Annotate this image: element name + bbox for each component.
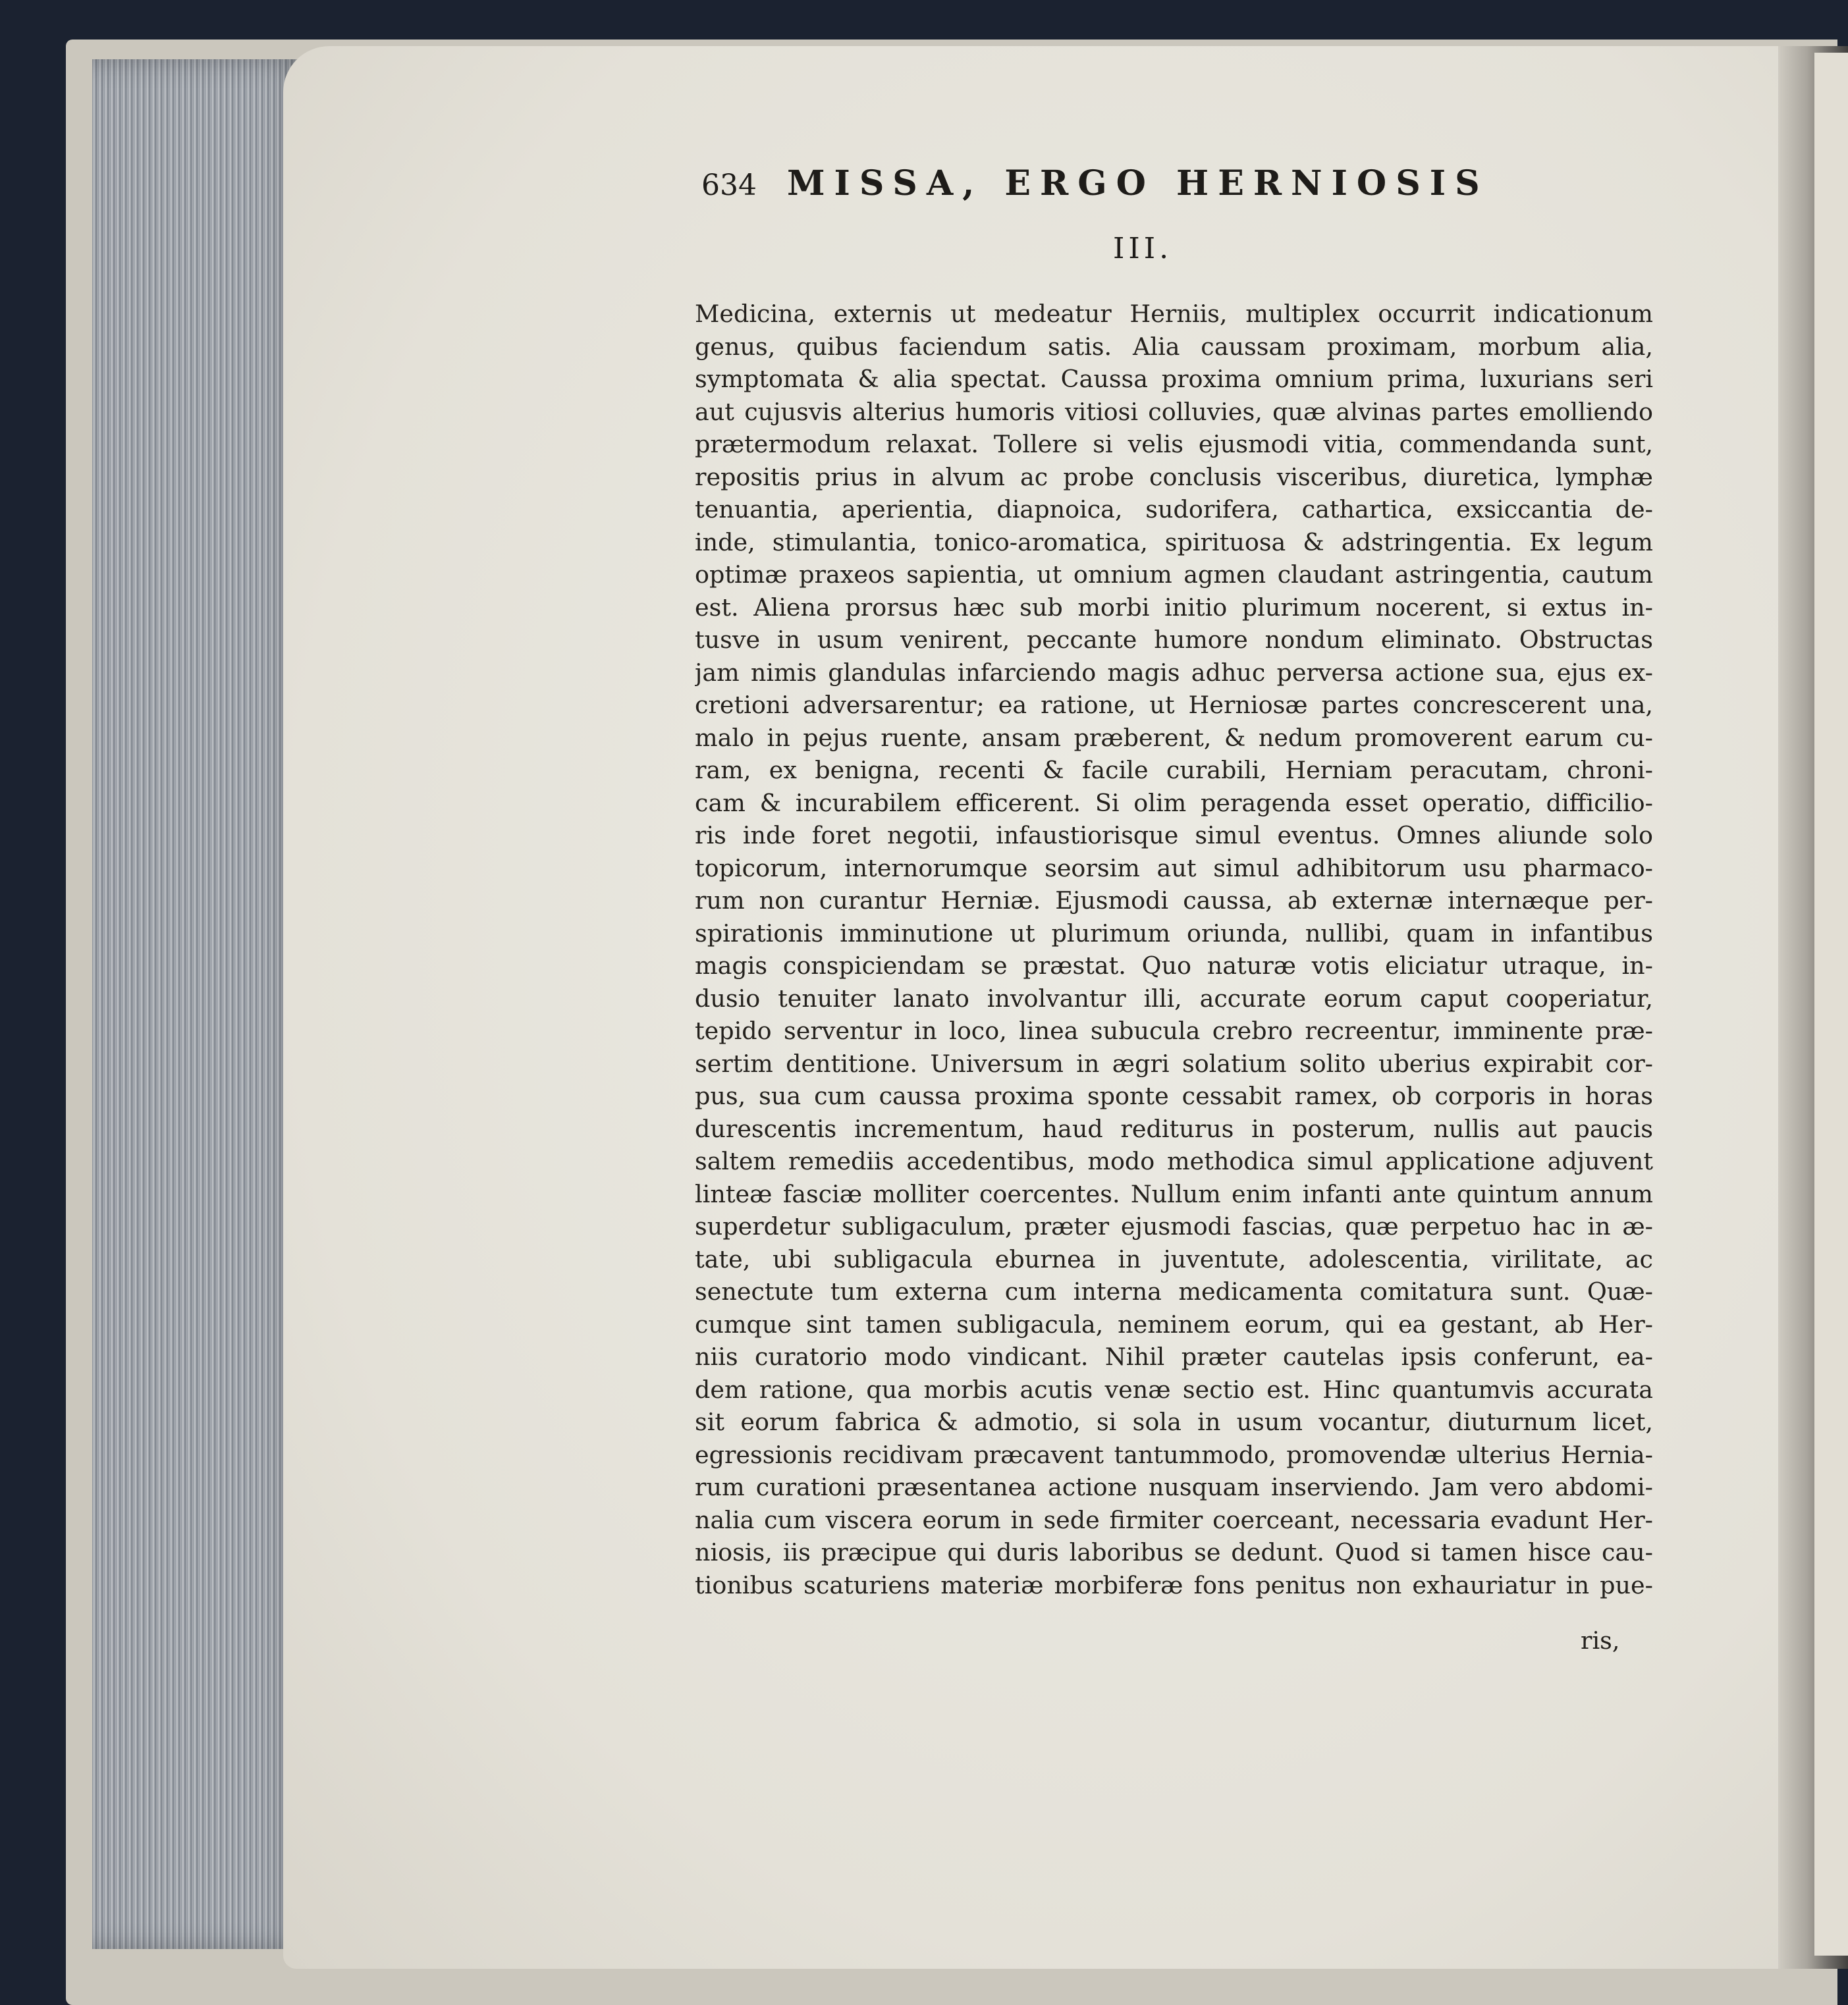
text-line: cumque sint tamen subligacula, neminem eorum, qui ea gestant, ab Her- [695, 1310, 1653, 1339]
text-line: sit eorum fabrica & admotio, si sola in usum vocantur, diuturnum licet, [695, 1408, 1653, 1436]
page-number: 634 [701, 169, 757, 202]
text-line: topicorum, internorumque seorsim aut simul adhibitorum usu pharmaco- [695, 853, 1653, 882]
text-line: pus, sua cum caussa proxima sponte cessabit ramex, ob corporis in horas [695, 1082, 1653, 1110]
text-line: ris inde foret negotii, infaustiorisque simul eventus. Omnes aliunde solo [695, 821, 1653, 849]
catchword: ris, [1581, 1626, 1620, 1655]
text-line: spirationis imminutione ut plurimum oriunda, nullibi, quam in infantibus [695, 919, 1653, 948]
text-line: malo in pejus ruente, ansam præberent, & nedum promoverent earum cu- [695, 723, 1653, 752]
text-line: symptomata & alia spectat. Caussa proxima omnium prima, luxurians seri [695, 365, 1653, 393]
text-line: ram, ex benigna, recenti & facile curabili, Herniam peracutam, chroni- [695, 756, 1653, 784]
text-line: niosis, iis præcipue qui duris laboribus se dedunt. Quod si tamen hisce cau- [695, 1538, 1653, 1566]
text-line: cam & incurabilem efficerent. Si olim peragenda esset operatio, difficilio- [695, 788, 1653, 817]
text-line: aut cujusvis alterius humoris vitiosi colluvies, quæ alvinas partes emolliendo [695, 397, 1653, 426]
text-line: tusve in usum venirent, peccante humore nondum eliminato. Obstructas [695, 626, 1653, 654]
text-line: niis curatorio modo vindicant. Nihil præter cautelas ipsis conferunt, ea- [695, 1343, 1653, 1371]
text-line: dem ratione, qua morbis acutis venæ sectio est. Hinc quantumvis accurata [695, 1375, 1653, 1404]
text-line: tenuantia, aperientia, diapnoica, sudorifera, cathartica, exsiccantia de- [695, 495, 1653, 523]
section-number: III. [1113, 232, 1173, 265]
text-line: repositis prius in alvum ac probe conclusis visceribus, diuretica, lymphæ [695, 462, 1653, 491]
text-line: linteæ fasciæ molliter coercentes. Nullum enim infanti ante quintum annum [695, 1179, 1653, 1208]
text-line: Medicina, externis ut medeatur Herniis, multiplex occurrit indicationum [695, 300, 1653, 328]
text-line: cretioni adversarentur; ea ratione, ut Herniosæ partes concrescerent una, [695, 691, 1653, 719]
text-line: tate, ubi subligacula eburnea in juventute, adolescentia, virilitate, ac [695, 1244, 1653, 1273]
text-line: senectute tum externa cum interna medicamenta comitatura sunt. Quæ- [695, 1277, 1653, 1306]
text-line: rum non curantur Herniæ. Ejusmodi caussa, ab externæ internæque per- [695, 886, 1653, 915]
body-text [695, 298, 1653, 1601]
text-line: saltem remediis accedentibus, modo methodica simul applicatione adjuvent [695, 1147, 1653, 1175]
text-line: est. Aliena prorsus hæc sub morbi initio plurimum nocerent, si extus in- [695, 593, 1653, 622]
text-line: dusio tenuiter lanato involvantur illi, accurate eorum caput cooperiatur, [695, 984, 1653, 1013]
facing-page-edge [1814, 53, 1848, 1956]
running-head: MISSA, ERGO HERNIOSIS [787, 163, 1489, 203]
text-line: durescentis incrementum, haud rediturus in posterum, nullis aut paucis [695, 1114, 1653, 1143]
text-line: prætermodum relaxat. Tollere si velis ejusmodi vitia, commendanda sunt, [695, 430, 1653, 458]
text-line: egressionis recidivam præcavent tantummodo, promovendæ ulterius Hernia- [695, 1440, 1653, 1469]
text-line: nalia cum viscera eorum in sede firmiter coerceant, necessaria evadunt Her- [695, 1505, 1653, 1534]
page-header [701, 163, 1535, 209]
text-line: tepido serventur in loco, linea subucula crebro recreentur, imminente præ- [695, 1017, 1653, 1045]
text-line: inde, stimulantia, tonico-aromatica, spirituosa & adstringentia. Ex legum [695, 527, 1653, 556]
text-line: superdetur subligaculum, præter ejusmodi fascias, quæ perpetuo hac in æ- [695, 1212, 1653, 1241]
text-line: tionibus scaturiens materiæ morbiferæ fons penitus non exhauriatur in pue- [695, 1570, 1653, 1599]
page-edges [92, 59, 310, 1949]
text-line: jam nimis glandulas infarciendo magis adhuc perversa actione sua, ejus ex- [695, 658, 1653, 687]
text-line: optimæ praxeos sapientia, ut omnium agmen claudant astringentia, cautum [695, 560, 1653, 589]
text-line: genus, quibus faciendum satis. Alia caussam proximam, morbum alia, [695, 332, 1653, 361]
text-line: magis conspiciendam se præstat. Quo naturæ votis eliciatur utraque, in- [695, 951, 1653, 980]
text-line: rum curationi præsentanea actione nusquam inserviendo. Jam vero abdomi- [695, 1473, 1653, 1501]
text-line: sertim dentitione. Universum in ægri solatium solito uberius expirabit cor- [695, 1049, 1653, 1078]
